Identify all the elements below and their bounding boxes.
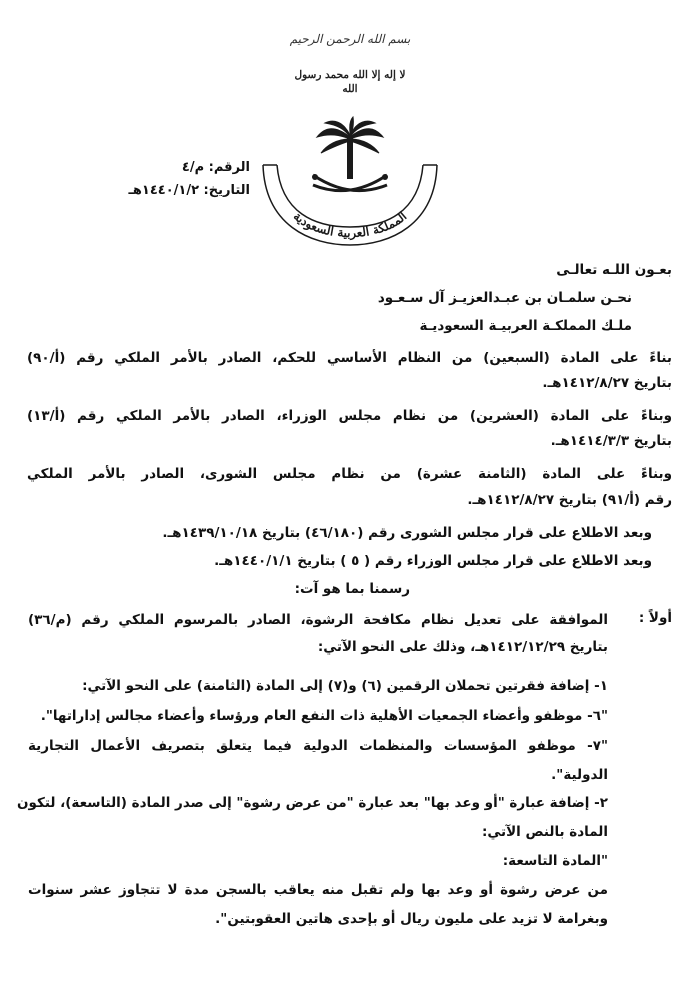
article-ordinal: أولاً : (638, 610, 672, 626)
article-line-2: بتاريخ ١٤١٢/١٢/٢٩هـ، وذلك على النحو الآتي: (317, 639, 608, 655)
item-2-line-1: ٢- إضافة عبارة "أو وعد بها" بعد عبارة "من عرض رشوة" إلى صدر المادة (التاسعة)، لتكون (16, 795, 608, 811)
intro-line-3: ملـك المملكـة العربيـة السعوديـة (419, 318, 632, 334)
preamble-3b: رقم (أ/٩١) بتاريخ ١٤١٢/٨/٢٧هـ. (467, 492, 672, 508)
preamble-4: وبعد الاطلاع على قرار مجلس الشورى رقم (٤٦/١٨٠) بتاريخ ١٤٣٩/١٠/١٨هـ. (162, 525, 652, 541)
item-1-para-6: "٦- موظفو وأعضاء الجمعيات الأهلية ذات النفع العام ورؤساء وأعضاء مجالس إداراتها". (40, 708, 608, 724)
preamble-6: رسمنا بما هو آت: (294, 581, 410, 597)
article-line-1: الموافقة على تعديل نظام مكافحة الرشوة، الصادر بالمرسوم الملكي رقم (م/٣٦) (28, 612, 608, 628)
item-1-para-7a: "٧- موظفو المؤسسات والمنظمات الدولية فيما يتعلق بتصريف الأعمال التجارية (28, 738, 608, 754)
item-1: ١- إضافة فقرتين تحملان الرقمين (٦) و(٧) إلى المادة (الثامنة) على النحو الآتي: (82, 678, 608, 694)
preamble-1b: بتاريخ ١٤١٢/٨/٢٧هـ. (542, 375, 672, 391)
item-1-para-7b: الدولية". (551, 767, 608, 783)
reference-date: التاريخ: ١٤٤٠/١/٢هـ (128, 183, 250, 198)
basmala-heading: بسم الله الرحمن الرحيم (289, 32, 411, 46)
saudi-emblem-icon (255, 115, 445, 250)
item-2-line-2: المادة بالنص الآتي: (481, 824, 608, 840)
preamble-2b: بتاريخ ١٤١٤/٣/٣هـ. (550, 433, 672, 449)
preamble-2a: وبناءً على المادة (العشرين) من نظام مجلس الوزراء، الصادر بالأمر الملكي رقم (أ/١٣) (27, 408, 672, 424)
emblem-text: المملكة العربية السعودية (290, 209, 410, 241)
reference-number: الرقم: م/٤ (181, 160, 250, 175)
item-2-line-4: من عرض رشوة أو وعد بها ولم تقبل منه يعاقب بالسجن مدة لا تتجاوز عشر سنوات (28, 882, 608, 898)
preamble-1a: بناءً على المادة (السبعين) من النظام الأساسي للحكم، الصادر بالأمر الملكي رقم (أ/٩٠) (27, 350, 672, 366)
intro-line-2: نحـن سلمـان بن عبـدالعزيـز آل سـعـود (377, 290, 632, 306)
item-2-line-5: وبغرامة لا تزيد على مليون ريال أو بإحدى هاتين العقوبتين". (215, 911, 608, 927)
item-2-line-3: "المادة التاسعة: (502, 853, 608, 869)
preamble-5: وبعد الاطلاع على قرار مجلس الوزراء رقم ( ٥ ) بتاريخ ١٤٤٠/١/١هـ. (214, 553, 652, 569)
preamble-3a: وبناءً على المادة (الثامنة عشرة) من نظام مجلس الشورى، الصادر بالأمر الملكي (27, 466, 672, 482)
intro-line-1: بعـون اللـه تعالـى (556, 262, 672, 278)
shahada-calligraphy: لا إله إلا الله محمد رسول الله (294, 69, 406, 95)
